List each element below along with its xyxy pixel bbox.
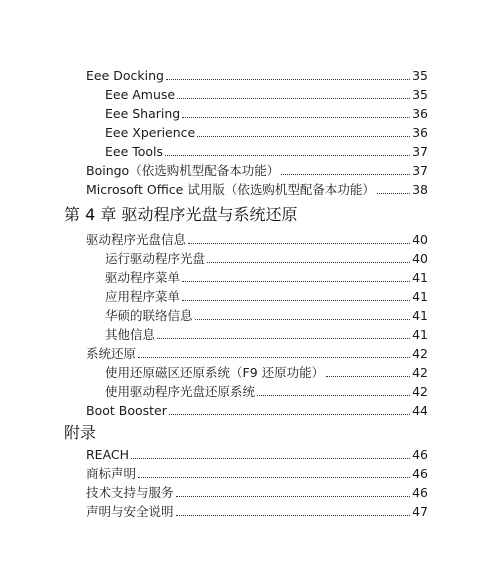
toc-entry-label: 声明与安全说明 [86, 504, 174, 519]
dot-leader [197, 136, 410, 137]
toc-page-number: 36 [412, 106, 428, 121]
toc-entry-label: Eee Amuse [105, 87, 176, 102]
toc-page-number: 37 [412, 144, 428, 159]
toc-entry[interactable] [86, 344, 428, 363]
toc-entry[interactable] [105, 249, 428, 268]
toc-page-number: 41 [412, 327, 428, 342]
toc-page-number: 46 [412, 447, 428, 462]
dot-leader [176, 515, 411, 516]
toc-entry-label: 驱动程序光盘信息 [86, 232, 187, 247]
toc-page-number: 44 [412, 403, 428, 418]
toc-entry[interactable] [86, 483, 428, 502]
toc-entry[interactable] [105, 325, 428, 344]
toc-page-number: 46 [412, 466, 428, 481]
toc-entry-label: 商标声明 [86, 466, 137, 481]
toc-entry[interactable] [105, 142, 428, 161]
toc-entry-label: REACH [86, 447, 130, 462]
dot-leader [131, 458, 410, 459]
dot-leader [157, 338, 410, 339]
toc-entry-label: 应用程序菜单 [105, 289, 181, 304]
toc-entry[interactable] [86, 230, 428, 249]
dot-leader [182, 281, 410, 282]
toc-page-number: 42 [412, 365, 428, 380]
dot-leader [182, 300, 410, 301]
toc-entry-label: 使用驱动程序光盘还原系统 [105, 384, 256, 399]
toc-page-number: 41 [412, 270, 428, 285]
toc-page-number: 41 [412, 308, 428, 323]
toc-entry-label: 技术支持与服务 [86, 485, 174, 500]
dot-leader [207, 262, 410, 263]
toc-page-number: 40 [412, 251, 428, 266]
toc-entry[interactable] [105, 104, 428, 123]
dot-leader [138, 357, 410, 358]
toc-entry-label: 驱动程序菜单 [105, 270, 181, 285]
toc-entry-label: Eee Xperience [105, 125, 196, 140]
toc-entry-label: Boot Booster [86, 403, 167, 418]
section-heading: 第 4 章 驱动程序光盘与系统还原 [64, 205, 298, 224]
toc-entry[interactable] [105, 382, 428, 401]
toc-entry-label: Microsoft Office 试用版（依选购机型配备本功能） [86, 182, 375, 197]
toc-entry[interactable] [105, 268, 428, 287]
dot-leader [138, 477, 410, 478]
dot-leader [188, 243, 410, 244]
toc-page-number: 42 [412, 346, 428, 361]
toc-entry[interactable] [105, 85, 428, 104]
toc-page-number: 41 [412, 289, 428, 304]
toc-entry[interactable] [86, 464, 428, 483]
toc-entry-label: 使用还原磁区还原系统（F9 还原功能） [105, 365, 325, 380]
dot-leader [177, 98, 410, 99]
toc-page-number: 35 [412, 68, 428, 83]
toc-entry-label: Eee Sharing [105, 106, 181, 121]
toc-entry-label: 华硕的联络信息 [105, 308, 193, 323]
dot-leader [165, 155, 410, 156]
toc-entry-label: 运行驱动程序光盘 [105, 251, 206, 266]
toc-entry[interactable] [105, 306, 428, 325]
toc-entry-label: Boingo（依选购机型配备本功能） [86, 163, 280, 178]
toc-entry-label: Eee Docking [86, 68, 164, 83]
toc-entry[interactable] [86, 445, 428, 464]
dot-leader [377, 193, 410, 194]
toc-page-number: 38 [412, 182, 428, 197]
toc-entry[interactable] [105, 287, 428, 306]
toc-page-number: 40 [412, 232, 428, 247]
toc-page-number: 36 [412, 125, 428, 140]
toc-entry[interactable] [86, 502, 428, 521]
toc-entry-label: 系统还原 [86, 346, 137, 361]
toc-entry-label: Eee Tools [105, 144, 164, 159]
dot-leader [281, 174, 410, 175]
toc-entry[interactable] [86, 161, 428, 180]
toc-entry[interactable] [86, 66, 428, 85]
dot-leader [195, 319, 411, 320]
toc-entry[interactable] [86, 180, 428, 199]
dot-leader [166, 79, 410, 80]
toc-entry-label: 其他信息 [105, 327, 156, 342]
dot-leader [326, 376, 410, 377]
toc-entry[interactable] [86, 401, 428, 420]
toc-page-number: 37 [412, 163, 428, 178]
toc-page-number: 46 [412, 485, 428, 500]
section-heading: 附录 [64, 423, 97, 442]
toc-entry[interactable] [105, 123, 428, 142]
dot-leader [257, 395, 410, 396]
toc-page-number: 47 [412, 504, 428, 519]
toc-page-number: 42 [412, 384, 428, 399]
toc-entry[interactable] [105, 363, 428, 382]
dot-leader [169, 414, 410, 415]
toc-page-number: 35 [412, 87, 428, 102]
dot-leader [176, 496, 411, 497]
dot-leader [182, 117, 410, 118]
